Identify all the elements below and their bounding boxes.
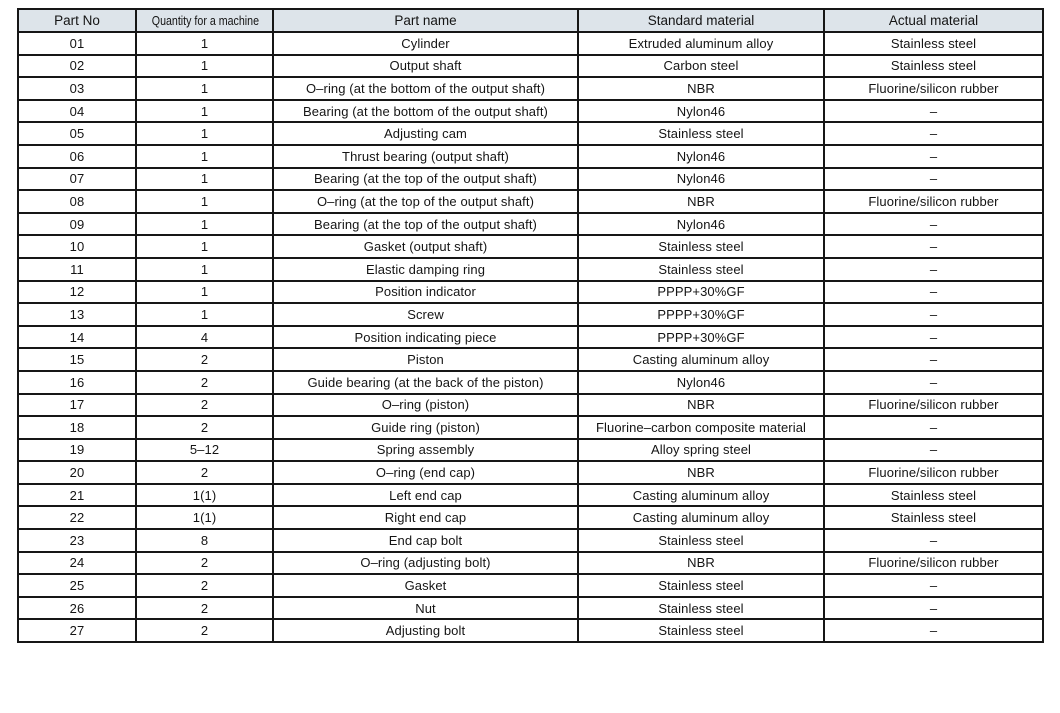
table-cell-part-name: Bearing (at the bottom of the output shaft): [273, 100, 578, 123]
table-cell-part-no: 11: [18, 258, 136, 281]
table-cell-part-name: Right end cap: [273, 506, 578, 529]
table-row: [18, 574, 1043, 597]
table-cell-part-no: 13: [18, 303, 136, 326]
table-cell-part-no: 08: [18, 190, 136, 213]
table-cell-actual-material: –: [824, 122, 1043, 145]
table-cell-quantity: 2: [136, 371, 273, 394]
table-cell-part-no: 12: [18, 281, 136, 304]
column-header-actual-material: Actual material: [824, 9, 1043, 32]
table-cell-actual-material: –: [824, 281, 1043, 304]
table-cell-part-name: Screw: [273, 303, 578, 326]
table-cell-quantity: 8: [136, 529, 273, 552]
column-header-part-name: Part name: [273, 9, 578, 32]
table-cell-actual-material: –: [824, 235, 1043, 258]
table-cell-part-name: Cylinder: [273, 32, 578, 55]
table-cell-quantity: 1: [136, 281, 273, 304]
table-cell-part-name: Adjusting cam: [273, 122, 578, 145]
table-row: [18, 529, 1043, 552]
table-row: [18, 190, 1043, 213]
table-cell-quantity: 2: [136, 416, 273, 439]
table-cell-standard-material: Stainless steel: [578, 529, 824, 552]
table-cell-part-name: Thrust bearing (output shaft): [273, 145, 578, 168]
table-cell-quantity: 1: [136, 100, 273, 123]
table-cell-quantity: 2: [136, 348, 273, 371]
table-cell-part-name: Bearing (at the top of the output shaft): [273, 168, 578, 191]
table-cell-standard-material: NBR: [578, 77, 824, 100]
table-cell-quantity: 1: [136, 32, 273, 55]
table-cell-standard-material: Alloy spring steel: [578, 439, 824, 462]
table-cell-quantity: 2: [136, 574, 273, 597]
table-row: [18, 439, 1043, 462]
table-cell-standard-material: Stainless steel: [578, 258, 824, 281]
table-cell-quantity: 2: [136, 394, 273, 417]
column-header-quantity-label: Quantity for a machine: [151, 13, 260, 28]
table-cell-actual-material: –: [824, 100, 1043, 123]
table-cell-part-no: 07: [18, 168, 136, 191]
table-cell-actual-material: –: [824, 303, 1043, 326]
table-cell-part-name: Guide ring (piston): [273, 416, 578, 439]
table-cell-part-no: 03: [18, 77, 136, 100]
table-row: [18, 552, 1043, 575]
table-cell-part-no: 17: [18, 394, 136, 417]
table-cell-standard-material: NBR: [578, 190, 824, 213]
table-cell-part-no: 09: [18, 213, 136, 236]
table-cell-actual-material: Stainless steel: [824, 506, 1043, 529]
table-cell-part-name: Output shaft: [273, 55, 578, 78]
table-cell-quantity: 2: [136, 597, 273, 620]
table-cell-actual-material: –: [824, 258, 1043, 281]
table-cell-part-name: O–ring (piston): [273, 394, 578, 417]
table-cell-part-no: 15: [18, 348, 136, 371]
table-cell-actual-material: –: [824, 529, 1043, 552]
table-cell-quantity: 2: [136, 461, 273, 484]
table-row: [18, 145, 1043, 168]
table-cell-part-no: 01: [18, 32, 136, 55]
table-cell-part-no: 05: [18, 122, 136, 145]
column-header-standard-material: Standard material: [578, 9, 824, 32]
table-cell-actual-material: Stainless steel: [824, 484, 1043, 507]
table-cell-actual-material: Stainless steel: [824, 55, 1043, 78]
table-cell-standard-material: PPPP+30%GF: [578, 326, 824, 349]
table-row: [18, 484, 1043, 507]
table-header-row: [18, 9, 1043, 32]
table-cell-standard-material: Casting aluminum alloy: [578, 506, 824, 529]
table-cell-quantity: 5–12: [136, 439, 273, 462]
table-cell-part-no: 02: [18, 55, 136, 78]
table-cell-actual-material: Fluorine/silicon rubber: [824, 461, 1043, 484]
table-cell-actual-material: –: [824, 348, 1043, 371]
table-row: [18, 77, 1043, 100]
table-cell-standard-material: Stainless steel: [578, 619, 824, 642]
table-cell-standard-material: Stainless steel: [578, 597, 824, 620]
table-cell-part-no: 04: [18, 100, 136, 123]
table-cell-standard-material: Fluorine–carbon composite material: [578, 416, 824, 439]
table-cell-standard-material: Stainless steel: [578, 574, 824, 597]
table-cell-part-name: O–ring (adjusting bolt): [273, 552, 578, 575]
table-cell-part-name: Piston: [273, 348, 578, 371]
table-cell-quantity: 4: [136, 326, 273, 349]
table-cell-part-name: End cap bolt: [273, 529, 578, 552]
table-cell-part-no: 27: [18, 619, 136, 642]
table-cell-part-no: 21: [18, 484, 136, 507]
table-cell-quantity: 1: [136, 258, 273, 281]
table-cell-quantity: 1: [136, 77, 273, 100]
table-cell-part-name: Elastic damping ring: [273, 258, 578, 281]
table-cell-actual-material: –: [824, 597, 1043, 620]
table-cell-part-name: Position indicating piece: [273, 326, 578, 349]
table-cell-part-name: Left end cap: [273, 484, 578, 507]
table-cell-part-no: 14: [18, 326, 136, 349]
table-cell-actual-material: –: [824, 371, 1043, 394]
table-row: [18, 213, 1043, 236]
table-row: [18, 506, 1043, 529]
table-row: [18, 326, 1043, 349]
table-cell-actual-material: –: [824, 145, 1043, 168]
table-cell-standard-material: Casting aluminum alloy: [578, 348, 824, 371]
table-cell-part-no: 18: [18, 416, 136, 439]
table-cell-actual-material: –: [824, 326, 1043, 349]
table-cell-quantity: 1(1): [136, 484, 273, 507]
table-cell-part-no: 16: [18, 371, 136, 394]
table-cell-quantity: 1: [136, 235, 273, 258]
table-cell-part-no: 24: [18, 552, 136, 575]
table-row: [18, 416, 1043, 439]
table-cell-actual-material: –: [824, 213, 1043, 236]
table-cell-quantity: 1(1): [136, 506, 273, 529]
table-row: [18, 235, 1043, 258]
table-row: [18, 122, 1043, 145]
table-cell-standard-material: Nylon46: [578, 371, 824, 394]
table-cell-quantity: 2: [136, 619, 273, 642]
table-cell-standard-material: Nylon46: [578, 168, 824, 191]
table-row: [18, 348, 1043, 371]
table-cell-part-name: O–ring (at the top of the output shaft): [273, 190, 578, 213]
table-cell-standard-material: Stainless steel: [578, 122, 824, 145]
table-row: [18, 461, 1043, 484]
table-cell-standard-material: Carbon steel: [578, 55, 824, 78]
table-cell-part-name: Spring assembly: [273, 439, 578, 462]
table-cell-quantity: 1: [136, 122, 273, 145]
table-cell-part-name: O–ring (end cap): [273, 461, 578, 484]
table-cell-standard-material: Nylon46: [578, 213, 824, 236]
table-row: [18, 258, 1043, 281]
table-cell-part-no: 19: [18, 439, 136, 462]
table-cell-part-no: 23: [18, 529, 136, 552]
table-cell-part-no: 10: [18, 235, 136, 258]
table-cell-part-name: Gasket: [273, 574, 578, 597]
table-cell-part-no: 22: [18, 506, 136, 529]
table-cell-quantity: 1: [136, 168, 273, 191]
table-row: [18, 168, 1043, 191]
table-row: [18, 303, 1043, 326]
table-cell-standard-material: Stainless steel: [578, 235, 824, 258]
table-cell-actual-material: –: [824, 416, 1043, 439]
table-cell-quantity: 1: [136, 55, 273, 78]
table-cell-quantity: 1: [136, 145, 273, 168]
table-cell-part-name: Bearing (at the top of the output shaft): [273, 213, 578, 236]
table-row: [18, 597, 1043, 620]
table-row: [18, 371, 1043, 394]
table-cell-standard-material: Nylon46: [578, 145, 824, 168]
table-cell-standard-material: NBR: [578, 394, 824, 417]
table-cell-part-name: Position indicator: [273, 281, 578, 304]
table-cell-part-no: 06: [18, 145, 136, 168]
table-cell-standard-material: NBR: [578, 461, 824, 484]
parts-table-container: [17, 8, 1044, 643]
table-cell-standard-material: Casting aluminum alloy: [578, 484, 824, 507]
table-cell-actual-material: –: [824, 439, 1043, 462]
table-cell-standard-material: NBR: [578, 552, 824, 575]
table-row: [18, 619, 1043, 642]
table-row: [18, 100, 1043, 123]
table-cell-part-name: O–ring (at the bottom of the output shaft): [273, 77, 578, 100]
column-header-quantity: [136, 9, 273, 32]
table-cell-actual-material: Fluorine/silicon rubber: [824, 190, 1043, 213]
table-cell-quantity: 1: [136, 213, 273, 236]
table-cell-actual-material: Stainless steel: [824, 32, 1043, 55]
table-cell-part-name: Gasket (output shaft): [273, 235, 578, 258]
table-cell-standard-material: Extruded aluminum alloy: [578, 32, 824, 55]
table-row: [18, 281, 1043, 304]
column-header-part-no: Part No: [18, 9, 136, 32]
table-cell-part-no: 26: [18, 597, 136, 620]
table-row: [18, 55, 1043, 78]
table-cell-actual-material: –: [824, 168, 1043, 191]
table-cell-standard-material: Nylon46: [578, 100, 824, 123]
table-cell-quantity: 1: [136, 190, 273, 213]
table-cell-actual-material: Fluorine/silicon rubber: [824, 77, 1043, 100]
table-cell-standard-material: PPPP+30%GF: [578, 281, 824, 304]
table-cell-part-no: 25: [18, 574, 136, 597]
table-row: [18, 394, 1043, 417]
table-cell-actual-material: Fluorine/silicon rubber: [824, 552, 1043, 575]
table-cell-part-name: Adjusting bolt: [273, 619, 578, 642]
table-cell-part-no: 20: [18, 461, 136, 484]
table-cell-actual-material: –: [824, 619, 1043, 642]
table-cell-standard-material: PPPP+30%GF: [578, 303, 824, 326]
table-cell-quantity: 2: [136, 552, 273, 575]
table-cell-part-name: Nut: [273, 597, 578, 620]
table-cell-part-name: Guide bearing (at the back of the piston): [273, 371, 578, 394]
table-cell-actual-material: –: [824, 574, 1043, 597]
table-cell-actual-material: Fluorine/silicon rubber: [824, 394, 1043, 417]
table-cell-quantity: 1: [136, 303, 273, 326]
parts-table-body: [18, 32, 1043, 642]
parts-table: [17, 8, 1044, 643]
table-row: [18, 32, 1043, 55]
